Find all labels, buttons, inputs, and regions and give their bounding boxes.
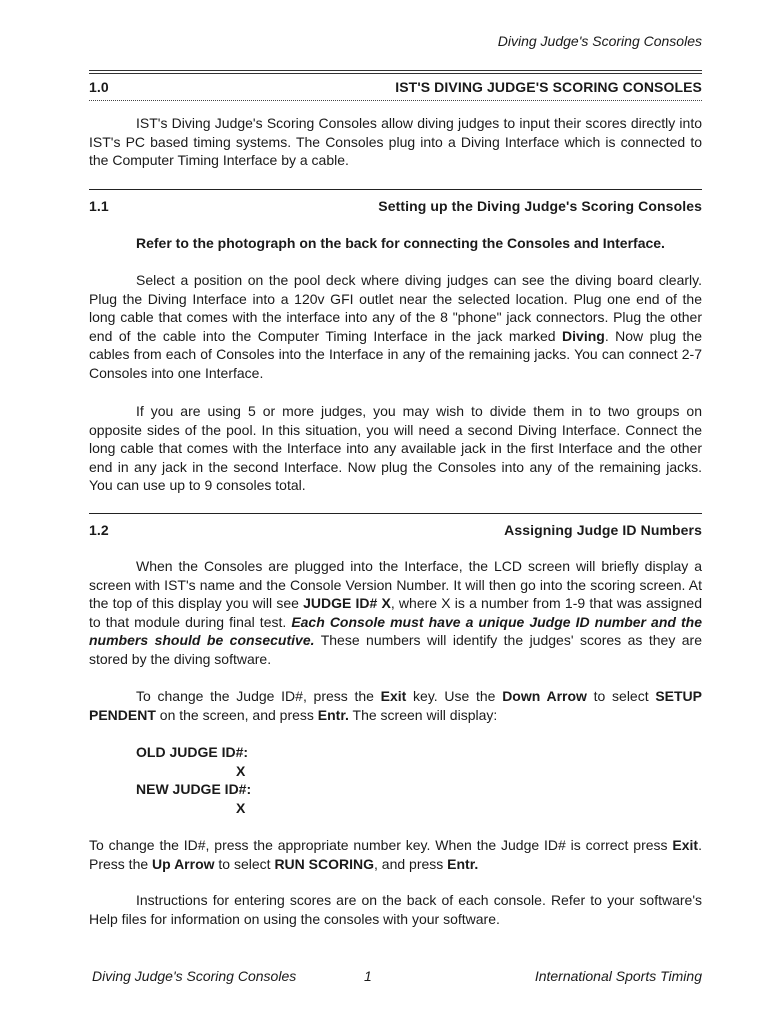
lcd-display-example	[89, 743, 702, 817]
section-number: 1.2	[89, 522, 109, 538]
section-1-2-paragraph-3	[89, 836, 702, 873]
section-1-0-header	[89, 70, 702, 101]
display-line-x: X	[236, 799, 246, 816]
section-1-1-body	[89, 234, 702, 253]
bold-term: JUDGE ID# X	[303, 595, 391, 612]
text-run: The screen will display:	[348, 706, 498, 723]
section-1-0-body	[89, 114, 702, 170]
text-run: To change the Judge ID#, press the	[136, 688, 381, 704]
section-1-2-header	[89, 513, 702, 538]
paragraph: If you are using 5 or more judges, you may wish to divide them in to two groups on opposite sides of the pool. In this situation, you will need a second Diving Interface. Connect the long cable that comes with the Interface into any available jack in the first Interface and the other end in any jack in the second Interface. Now plug the Consoles into any of the remaining jacks. You can use up to 9 consoles total.	[89, 403, 702, 494]
text-run: When the Consoles are plugged into the Interface, the LCD screen will briefly display a screen with IST's name and the Console Version Number. It will then go into the scoring screen. At the top of this display you will see	[89, 558, 702, 612]
text-run: To change the ID#, press the appropriate number key. When the Judge ID# is correct press	[89, 837, 673, 853]
section-number: 1.1	[89, 198, 109, 214]
display-line-old: OLD JUDGE ID#:	[136, 744, 249, 760]
bold-term: Diving	[562, 327, 605, 344]
key-name: Entr.	[447, 855, 479, 872]
key-name: Entr.	[317, 706, 349, 723]
footer-title: Diving Judge's Scoring Consoles	[92, 968, 297, 984]
key-name: Up Arrow	[152, 855, 215, 872]
key-name: Down Arrow	[502, 688, 587, 704]
paragraph: IST's Diving Judge's Scoring Consoles allow diving judges to input their scores directly into IST's PC based timing systems. The Consoles plug into a Diving Interface which is connected to the Computer Timing Interface by a cable.	[89, 115, 702, 169]
text-run: key. Use the	[406, 688, 503, 704]
page-number: 1	[364, 968, 372, 984]
section-1-1-paragraph-2	[89, 402, 702, 495]
running-header: Diving Judge's Scoring Consoles	[497, 33, 702, 49]
section-title: IST'S DIVING JUDGE'S SCORING CONSOLES	[395, 79, 702, 95]
text-run: . Now plug the cables from each of Consoles into the Interface in any of the remaining jacks. You can connect 2-7 Consoles into one Interface.	[89, 327, 703, 381]
text-run: to select	[214, 855, 275, 872]
dotted-rule	[89, 100, 702, 101]
section-number: 1.0	[89, 79, 109, 95]
paragraph	[89, 687, 702, 724]
text-run: , and press	[374, 855, 448, 872]
display-line-x: X	[236, 762, 246, 779]
section-1-1-paragraph-1	[89, 271, 702, 383]
text-run: These numbers will identify the judges' scores as they are stored by the diving software.	[89, 632, 702, 667]
paragraph	[89, 557, 702, 669]
text-run: . Press the	[89, 837, 702, 872]
text-run: to select	[586, 688, 656, 704]
bold-note: Refer to the photograph on the back for connecting the Consoles and Interface.	[136, 235, 665, 251]
text-run: on the screen, and press	[155, 706, 318, 723]
key-name: Exit	[672, 837, 699, 853]
text-run: , where X is a number from 1-9 that was assigned to that module during final test.	[89, 595, 703, 630]
key-name: Exit	[380, 688, 407, 704]
section-1-1-header	[89, 189, 702, 214]
display-line-new: NEW JUDGE ID#:	[136, 781, 252, 798]
paragraph	[89, 836, 702, 873]
paragraph	[89, 271, 702, 383]
section-title: Assigning Judge ID Numbers	[504, 522, 702, 538]
section-1-2-paragraph-4	[89, 891, 702, 928]
section-1-2-paragraph-1	[89, 557, 702, 669]
section-title: Setting up the Diving Judge's Scoring Consoles	[378, 198, 702, 214]
footer-company: International Sports Timing	[534, 968, 702, 984]
section-1-2-paragraph-2	[89, 687, 702, 724]
emphasis: Each Console must have a unique Judge ID number and the numbers should be consecutive.	[89, 613, 702, 649]
menu-option: SETUP PENDENT	[89, 688, 702, 723]
paragraph: Instructions for entering scores are on the back of each console. Refer to your software's Help files for information on using the consoles with your software.	[89, 892, 702, 927]
text-run: Select a position on the pool deck where diving judges can see the diving board clearly. Plug the Diving Interface into a 120v GFI outlet near the selected location. Plug one end of the long cable that comes with the interface into any of the 8 "phone" jack connectors. Plug the other end of the cable into the Computer Timing Interface in the jack marked	[89, 272, 702, 344]
menu-option: RUN SCORING	[274, 855, 374, 872]
